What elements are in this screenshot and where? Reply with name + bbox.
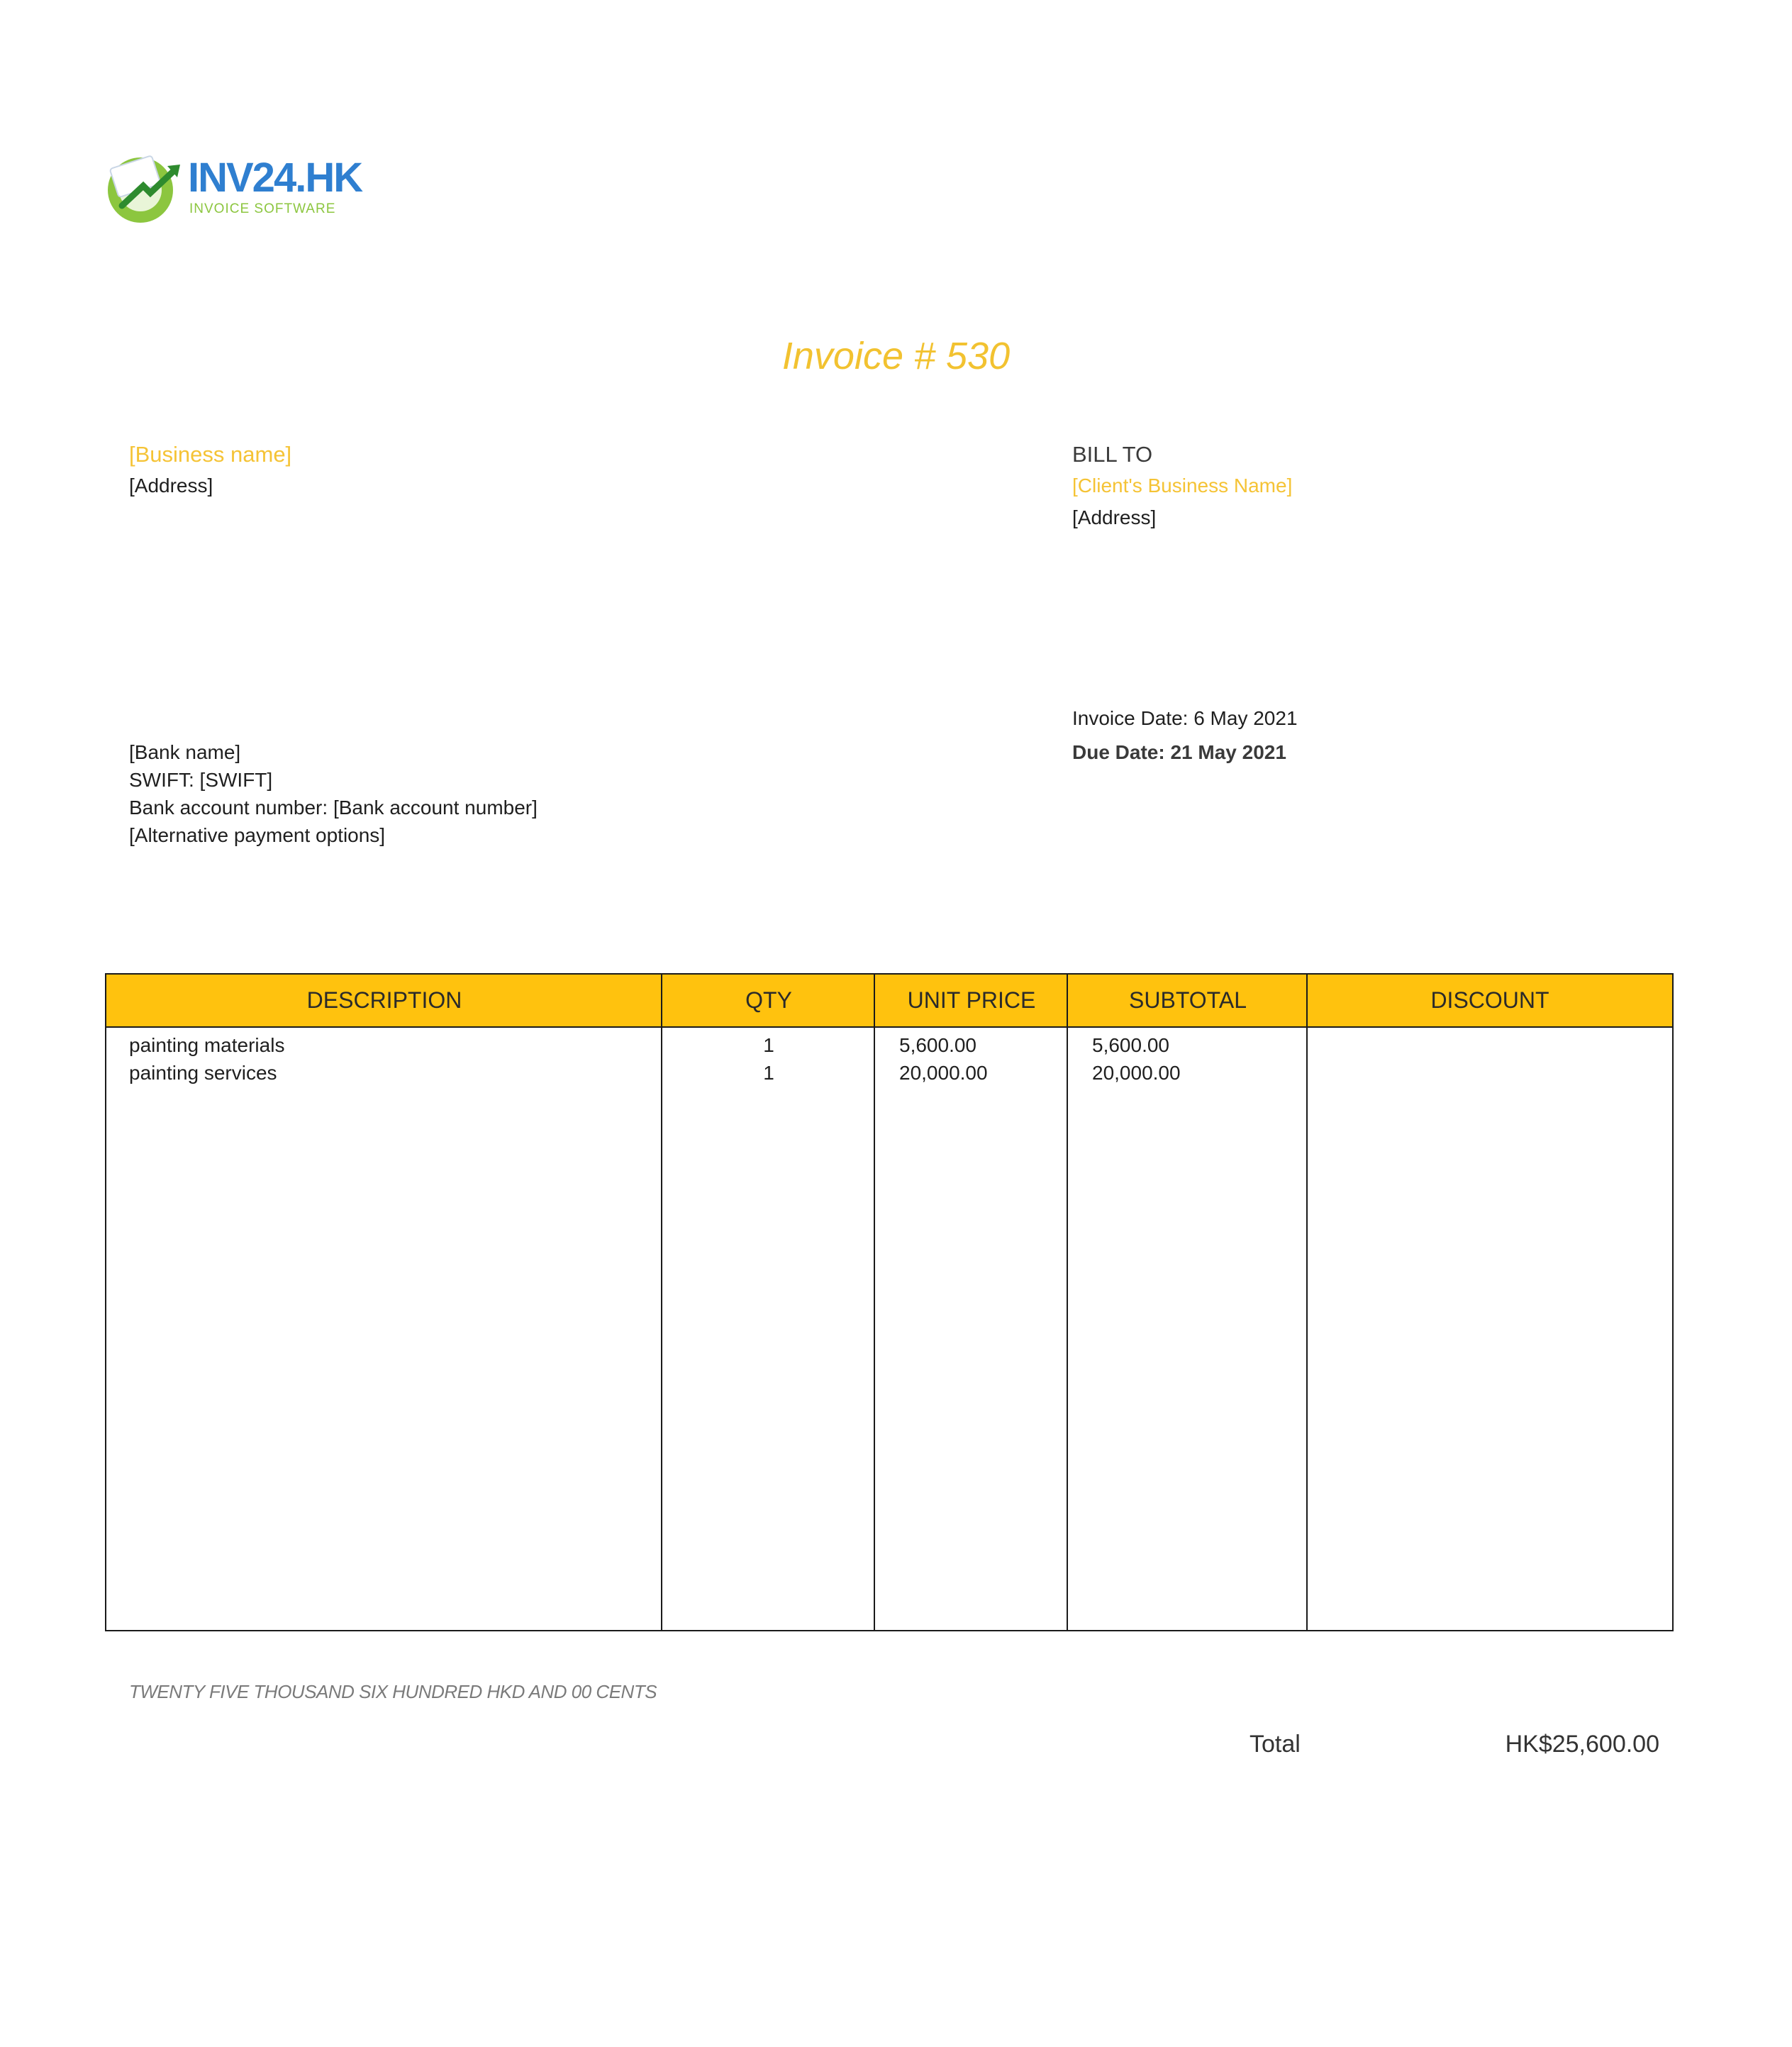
row-1-qty: 1 <box>763 1034 774 1056</box>
alt-payment: [Alternative payment options] <box>129 824 386 846</box>
client-address: [Address] <box>1072 506 1157 528</box>
header-description: DESCRIPTION <box>306 987 462 1013</box>
client-business-name: [Client's Business Name] <box>1072 475 1293 497</box>
logo-icon <box>106 149 199 227</box>
header-discount: DISCOUNT <box>1430 987 1549 1013</box>
row-2-description: painting services <box>129 1062 277 1084</box>
seller-business-name: [Business name] <box>129 442 292 467</box>
amount-in-words: TWENTY FIVE THOUSAND SIX HUNDRED HKD AND 00 CENTS <box>129 1681 657 1702</box>
invoice-title: Invoice # 530 <box>781 335 1011 377</box>
bank-swift: SWIFT: [SWIFT] <box>129 769 273 791</box>
invoice-date: Invoice Date: 6 May 2021 <box>1072 707 1298 729</box>
bank-account: Bank account number: [Bank account number] <box>129 797 538 819</box>
header-qty: QTY <box>745 987 792 1013</box>
row-1-unit-price: 5,600.00 <box>899 1034 976 1056</box>
row-2-qty: 1 <box>763 1062 774 1084</box>
row-1-subtotal: 5,600.00 <box>1092 1034 1169 1056</box>
total-value: HK$25,600.00 <box>1505 1731 1659 1758</box>
seller-address: [Address] <box>129 475 213 497</box>
logo-wordmark: INV24.HK <box>188 155 362 201</box>
row-2-unit-price: 20,000.00 <box>899 1062 988 1084</box>
bill-to-label: BILL TO <box>1072 442 1153 467</box>
logo-tagline: INVOICE SOFTWARE <box>189 201 336 216</box>
items-table <box>105 973 1674 1631</box>
header-unit-price: UNIT PRICE <box>907 987 1036 1013</box>
row-2-subtotal: 20,000.00 <box>1092 1062 1181 1084</box>
header-subtotal: SUBTOTAL <box>1129 987 1247 1013</box>
due-date: Due Date: 21 May 2021 <box>1072 741 1286 763</box>
row-1-description: painting materials <box>129 1034 285 1056</box>
table-header <box>106 975 1672 1028</box>
column-divider <box>1067 975 1068 1630</box>
total-label: Total <box>1250 1731 1301 1758</box>
column-divider <box>1306 975 1308 1630</box>
bank-name: [Bank name] <box>129 741 241 763</box>
